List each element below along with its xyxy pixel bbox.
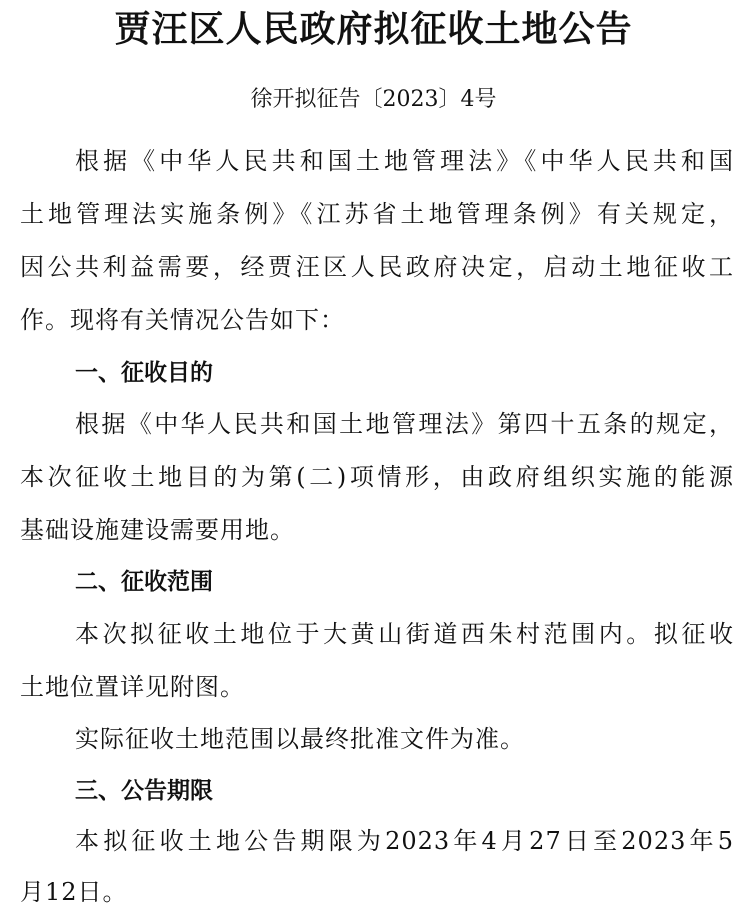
purpose-line-1: 根据《中华人民共和国土地管理法》第四十五条的规定， [75,410,734,438]
intro-line-4: 作。现将有关情况公告如下： [20,306,345,334]
intro-line-1: 根据《中华人民共和国土地管理法》《中华人民共和国 [75,147,734,175]
period-line-1: 本拟征收土地公告期限为2023年4月27日至2023年5 [75,827,734,855]
scope-line-2: 土地位置详见附图。 [20,673,245,701]
period-line-2: 月12日。 [20,878,128,906]
purpose-line-2: 本次征收土地目的为第(二)项情形，由政府组织实施的能源 [20,463,734,491]
section-heading-purpose: 一、征收目的 [75,360,213,386]
document-title: 贾汪区人民政府拟征收土地公告 [114,9,633,50]
section-heading-period: 三、公告期限 [75,778,213,804]
scope-line-1: 本次拟征收土地位于大黄山街道西朱村范围内。拟征收 [75,620,734,648]
document-number: 徐开拟征告〔2023〕4号 [250,87,497,112]
scope-note: 实际征收土地范围以最终批准文件为准。 [75,725,525,753]
intro-line-3: 因公共利益需要，经贾汪区人民政府决定，启动土地征收工 [20,253,734,281]
section-heading-scope: 二、征收范围 [75,569,213,595]
purpose-line-3: 基础设施建设需要用地。 [20,516,295,544]
intro-line-2: 土地管理法实施条例》《江苏省土地管理条例》有关规定， [20,200,734,228]
